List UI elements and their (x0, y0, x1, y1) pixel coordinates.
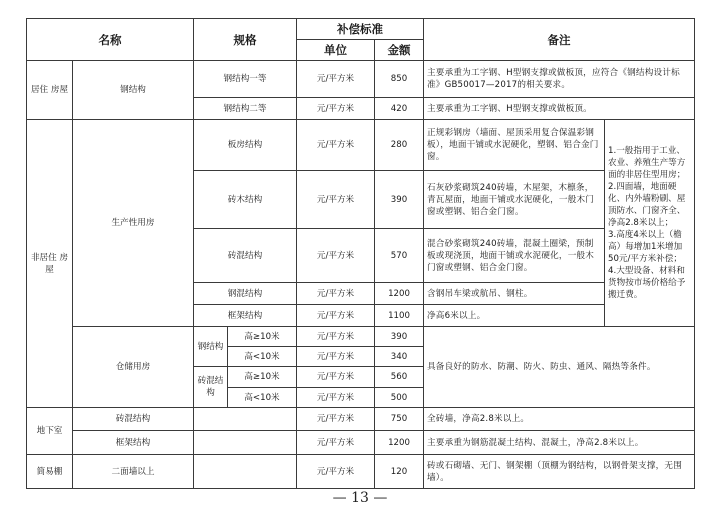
spec-cell: 框架结构 (73, 431, 194, 455)
remark-cell: 砖或石砌墙、无门、钢架棚（顶棚为钢结构，以钢骨架支撑，无围墙）。 (424, 455, 695, 489)
category-non-residential: 非居住 房屋 (27, 120, 73, 408)
empty-cell (194, 408, 297, 431)
amount-cell: 420 (375, 98, 424, 120)
unit-cell: 元/平方米 (297, 305, 375, 327)
spec-cell: 框架结构 (194, 305, 297, 327)
category-residential: 居住 房屋 (27, 61, 73, 120)
unit-cell: 元/平方米 (297, 367, 375, 388)
header-name: 名称 (27, 19, 194, 61)
side-note: 1.一般指用于工业、农业、养殖生产等方面的非居住型用房； (608, 146, 686, 180)
amount-cell: 1100 (375, 305, 424, 327)
amount-cell: 390 (375, 171, 424, 229)
table-row (27, 455, 695, 489)
amount-cell: 340 (375, 347, 424, 367)
remark-cell: 石灰砂浆砌筑240砖墙，木屋架，木檩条，青瓦屋面，地面干铺或水泥硬化，一般木门窗或塑钢、铝合金门窗。 (424, 171, 605, 229)
spec-cell: 二面墙以上 (73, 455, 194, 489)
remark-cell: 净高6米以上。 (424, 305, 605, 327)
unit-cell: 元/平方米 (297, 455, 375, 489)
unit-cell: 元/平方米 (297, 61, 375, 98)
side-note: 2.四面墙，地面硬化、内外墙粉刷、屋顶防水、门窗齐全、净高2.8米以上； (608, 182, 686, 228)
header-spec: 规格 (194, 19, 297, 61)
amount-cell: 390 (375, 327, 424, 347)
spec-cell: 钢结构一等 (194, 61, 297, 98)
unit-cell: 元/平方米 (297, 408, 375, 431)
spec-cell: 砖混结构 (194, 229, 297, 283)
residential-sub: 钢结构 (73, 61, 194, 120)
unit-cell: 元/平方米 (297, 283, 375, 305)
warehouse-label: 仓储用房 (73, 327, 194, 408)
amount-cell: 750 (375, 408, 424, 431)
remark-cell: 主要承重为工字钢、H型钢支撑或做板顶，应符合《钢结构设计标准》GB50017—2017的相关要求。 (424, 61, 695, 98)
amount-cell: 1200 (375, 431, 424, 455)
unit-cell: 元/平方米 (297, 431, 375, 455)
warehouse-type: 钢结构 (194, 327, 228, 367)
spec-cell: 板房结构 (194, 120, 297, 171)
remark-cell: 正规彩钢房（墙面、屋顶采用复合保温彩钢板），地面干铺或水泥硬化，塑钢、铝合金门窗。 (424, 120, 605, 171)
table-row (27, 327, 695, 347)
unit-cell: 元/平方米 (297, 327, 375, 347)
production-label: 生产性用房 (73, 120, 194, 327)
warehouse-remark: 具备良好的防水、防潮、防火、防虫、通风、隔热等条件。 (424, 327, 695, 408)
remark-cell: 全砖墙，净高2.8米以上。 (424, 408, 695, 431)
header-compensation: 补偿标准 (297, 19, 424, 40)
header-unit: 单位 (297, 40, 375, 61)
empty-cell (194, 431, 297, 455)
remark-cell: 主要承重为工字钢、H型钢支撑或做板顶。 (424, 98, 695, 120)
height-cell: 高≥10米 (228, 367, 297, 388)
spec-cell: 砖木结构 (194, 171, 297, 229)
spec-cell: 钢混结构 (194, 283, 297, 305)
side-note: 4.大型设备、材料和货物按市场价格给予搬迁费。 (608, 266, 686, 300)
unit-cell: 元/平方米 (297, 98, 375, 120)
spec-cell: 砖混结构 (73, 408, 194, 431)
header-amount: 金额 (375, 40, 424, 61)
unit-cell: 元/平方米 (297, 171, 375, 229)
category-basement: 地下室 (27, 408, 73, 455)
page-number: — 13 — (332, 490, 388, 506)
amount-cell: 120 (375, 455, 424, 489)
table-row (27, 408, 695, 431)
remark-cell: 混合砂浆砌筑240砖墙，混凝土圈梁，预制板或现浇顶，地面干铺或水泥硬化，一般木门窗或塑钢、铝合金门窗。 (424, 229, 605, 283)
amount-cell: 1200 (375, 283, 424, 305)
empty-cell (194, 455, 297, 489)
category-shed: 简易棚 (27, 455, 73, 489)
unit-cell: 元/平方米 (297, 388, 375, 408)
header-remark: 备注 (424, 19, 695, 61)
table-row (27, 61, 695, 98)
height-cell: 高≥10米 (228, 327, 297, 347)
spec-cell: 钢结构二等 (194, 98, 297, 120)
amount-cell: 280 (375, 120, 424, 171)
amount-cell: 560 (375, 367, 424, 388)
remark-cell: 含钢吊车梁或航吊、钢柱。 (424, 283, 605, 305)
warehouse-type: 砖混结构 (194, 367, 228, 408)
compensation-table (26, 18, 695, 489)
production-side-notes (605, 120, 695, 327)
unit-cell: 元/平方米 (297, 120, 375, 171)
height-cell: 高<10米 (228, 388, 297, 408)
amount-cell: 570 (375, 229, 424, 283)
table-row (27, 431, 695, 455)
table-row (27, 120, 695, 171)
amount-cell: 500 (375, 388, 424, 408)
unit-cell: 元/平方米 (297, 229, 375, 283)
amount-cell: 850 (375, 61, 424, 98)
side-note: 3.高度4米以上（檐高）每增加1米增加50元/平方米补偿； (608, 230, 683, 264)
unit-cell: 元/平方米 (297, 347, 375, 367)
height-cell: 高<10米 (228, 347, 297, 367)
remark-cell: 主要承重为钢筋混凝土结构、混凝土，净高2.8米以上。 (424, 431, 695, 455)
